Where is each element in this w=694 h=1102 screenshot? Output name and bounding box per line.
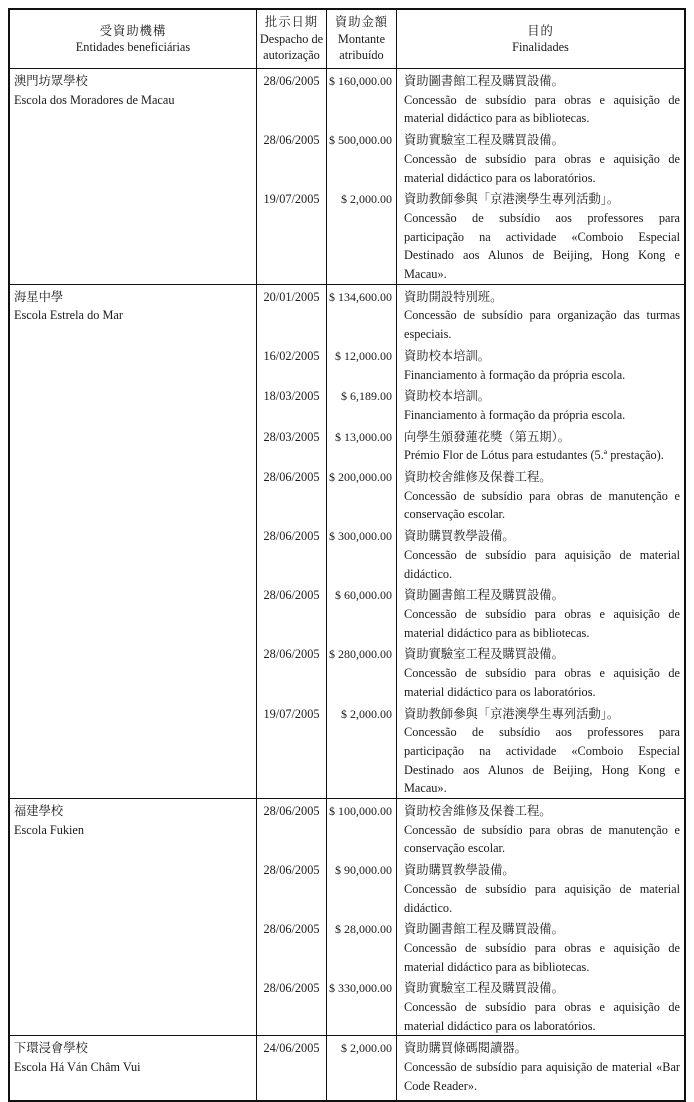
grant-purpose [397,858,684,917]
grant-amount: $ 2,000.00 [327,1036,397,1095]
grant-date: 28/06/2005 [257,976,327,1035]
grant-purpose-zh: 資助實驗室工程及購買設備。 [404,981,564,996]
grant-date: 28/03/2005 [257,425,327,465]
grant-purpose-pt: Concessão de subsídio para obras e aquisição de material didáctico para os laboratórios. [404,1000,680,1033]
filler-cell [397,1096,684,1101]
grant-date: 19/07/2005 [257,702,327,799]
grant-purpose-pt: Concessão de subsídio para obras e aquisição de material didáctico para as bibliotecas. [404,940,680,974]
beneficiary-name-zh: 海星中學 [14,289,64,304]
filler-cell [327,1096,397,1101]
grant-amount: $ 13,000.00 [327,425,397,465]
grant-purpose-zh: 資助圖書館工程及購買設備。 [404,588,564,603]
beneficiary-name-pt: Escola Há Ván Châm Vui [14,1060,141,1075]
grant-purpose-zh: 資助購買教學設備。 [404,529,515,544]
column-divider-stub [326,997,327,1005]
header-beneficiary [10,10,257,68]
grant-date: 18/03/2005 [257,384,327,424]
grant-amount: $ 28,000.00 [327,917,397,976]
grant-amount: $ 2,000.00 [327,187,397,284]
header-amount-pt: Montante atribuído [337,31,386,63]
header-amount-zh: 資助金額 [334,15,389,30]
grant-purpose [397,69,684,128]
beneficiary-name [10,799,257,1035]
grant-purpose-zh: 資助圖書館工程及購買設備。 [404,74,564,88]
grant-purpose [397,187,684,284]
grant-purpose [397,1036,684,1095]
grant-amount: $ 90,000.00 [327,858,397,917]
grant-amount: $ 134,600.00 [327,285,397,344]
filler-cell [257,1096,327,1101]
grant-purpose [397,425,684,465]
grant-purpose-pt: Concessão de subsídio aos professores para participação na actividade «Comboio Especial Destinado aos Alunos de Beijing, Hong Kong e Macau». [404,210,680,282]
grant-amount: $ 100,000.00 [327,799,397,858]
grant-purpose-zh: 資助教師參與「京港澳學生專列活動」。 [404,706,620,721]
grant-date: 28/06/2005 [257,69,327,128]
grant-amount: $ 300,000.00 [327,524,397,583]
subsidy-table [8,8,686,1102]
grant-date: 28/06/2005 [257,583,327,642]
grant-purpose-pt: Concessão de subsídio aos professores para participação na actividade «Comboio Especial Destinado aos Alunos de Beijing, Hong Kong e Macau». [404,725,680,796]
beneficiary-name-pt: Escola Fukien [14,822,85,837]
grant-purpose [397,285,684,344]
grant-amount: $ 200,000.00 [327,465,397,524]
grant-purpose-pt: Concessão de subsídio para aquisição de material didáctico. [404,547,680,581]
grant-purpose-zh: 向學生頒發蓮花獎（第五期）。 [404,429,571,444]
beneficiary-row [10,285,684,799]
grant-amount: $ 2,000.00 [327,702,397,799]
grant-purpose-pt: Concessão de subsídio para obras de manutenção e conservação escolar. [404,822,680,856]
header-purpose-zh: 目的 [527,23,554,38]
grant-purpose-zh: 資助教師參與「京港澳學生專列活動」。 [404,192,620,207]
grant-purpose-pt: Financiamento à formação da própria escola. [404,367,626,382]
grant-purpose-zh: 資助實驗室工程及購買設備。 [404,647,564,662]
beneficiary-row [10,69,684,285]
grant-amount: $ 60,000.00 [327,583,397,642]
header-purpose-pt: Finalidades [512,40,569,54]
column-divider-stub [396,997,397,1005]
grant-purpose-zh: 資助校舍維修及保養工程。 [404,470,552,485]
grant-purpose-zh: 資助校本培訓。 [404,389,491,404]
header-date-pt: Despacho de autorização [259,31,324,63]
grant-purpose [397,642,684,701]
beneficiary-name-zh: 下環浸會學校 [14,1041,88,1056]
column-divider-stub [256,997,257,1005]
beneficiary-name-pt: Escola Estrela do Mar [14,308,123,323]
grant-purpose-pt: Financiamento à formação da própria escola. [404,407,626,422]
grant-purpose-pt: Prémio Flor de Lótus para estudantes (5.ª prestação). [404,448,664,463]
header-date-zh: 批示日期 [264,15,319,30]
grant-amount: $ 160,000.00 [327,69,397,128]
grant-date: 28/06/2005 [257,524,327,583]
table-header [10,10,684,69]
beneficiary-name [10,285,257,798]
grant-purpose [397,917,684,976]
beneficiary-name-zh: 福建學校 [14,804,64,819]
grant-date: 24/06/2005 [257,1036,327,1095]
beneficiary-row [10,799,684,1036]
header-date [257,10,327,68]
grant-date: 28/06/2005 [257,858,327,917]
grant-purpose-pt: Concessão de subsídio para obras e aquisição de material didáctico para os laboratórios. [404,151,680,185]
grant-purpose [397,799,684,858]
grant-amount: $ 330,000.00 [327,976,397,1035]
grant-date: 28/06/2005 [257,799,327,858]
grant-date: 20/01/2005 [257,285,327,344]
grant-purpose-zh: 資助購買教學設備。 [404,863,515,878]
grant-amount: $ 12,000.00 [327,344,397,384]
grant-date: 28/06/2005 [257,128,327,187]
header-beneficiary-pt: Entidades beneficiárias [75,40,191,54]
grant-purpose-pt: Concessão de subsídio para aquisição de material «Bar Code Reader». [404,1060,680,1093]
grant-purpose-zh: 資助實驗室工程及購買設備。 [404,133,564,148]
grant-date: 19/07/2005 [257,187,327,284]
table-body [10,69,684,1100]
grant-date: 28/06/2005 [257,642,327,701]
header-amount [327,10,397,68]
grant-purpose-pt: Concessão de subsídio para organização das turmas especiais. [404,308,680,342]
grant-purpose [397,344,684,384]
beneficiary-name-pt: Escola dos Moradores de Macau [14,92,175,107]
beneficiary-row [10,1036,684,1100]
grant-purpose [397,976,684,1035]
beneficiary-name [10,1036,257,1100]
grant-purpose-pt: Concessão de subsídio para aquisição de material didáctico. [404,881,680,915]
grant-purpose [397,524,684,583]
header-beneficiary-zh: 受資助機構 [99,23,167,38]
grant-date: 28/06/2005 [257,465,327,524]
beneficiary-name-zh: 澳門坊眾學校 [14,74,88,88]
grant-purpose-zh: 資助校本培訓。 [404,348,491,363]
grant-purpose-zh: 資助購買條碼閱讀器。 [404,1041,527,1056]
grant-purpose-pt: Concessão de subsídio para obras de manutenção e conservação escolar. [404,488,680,522]
grant-purpose [397,384,684,424]
grant-amount: $ 280,000.00 [327,642,397,701]
grant-purpose-zh: 資助圖書館工程及購買設備。 [404,922,564,937]
grant-purpose [397,465,684,524]
grant-purpose-zh: 資助開設特別班。 [404,289,503,304]
grant-purpose-zh: 資助校舍維修及保養工程。 [404,804,552,819]
grant-purpose [397,128,684,187]
grant-purpose [397,583,684,642]
grant-purpose-pt: Concessão de subsídio para obras e aquisição de material didáctico para os laboratórios. [404,666,680,699]
grant-date: 28/06/2005 [257,917,327,976]
grant-amount: $ 6,189.00 [327,384,397,424]
grant-purpose [397,702,684,799]
grant-purpose-pt: Concessão de subsídio para obras e aquisição de material didáctico para as bibliotecas. [404,92,680,126]
grant-amount: $ 500,000.00 [327,128,397,187]
grant-purpose-pt: Concessão de subsídio para obras e aquisição de material didáctico para as bibliotecas. [404,606,680,640]
grant-date: 16/02/2005 [257,344,327,384]
header-purpose [397,10,684,68]
beneficiary-name [10,69,257,284]
